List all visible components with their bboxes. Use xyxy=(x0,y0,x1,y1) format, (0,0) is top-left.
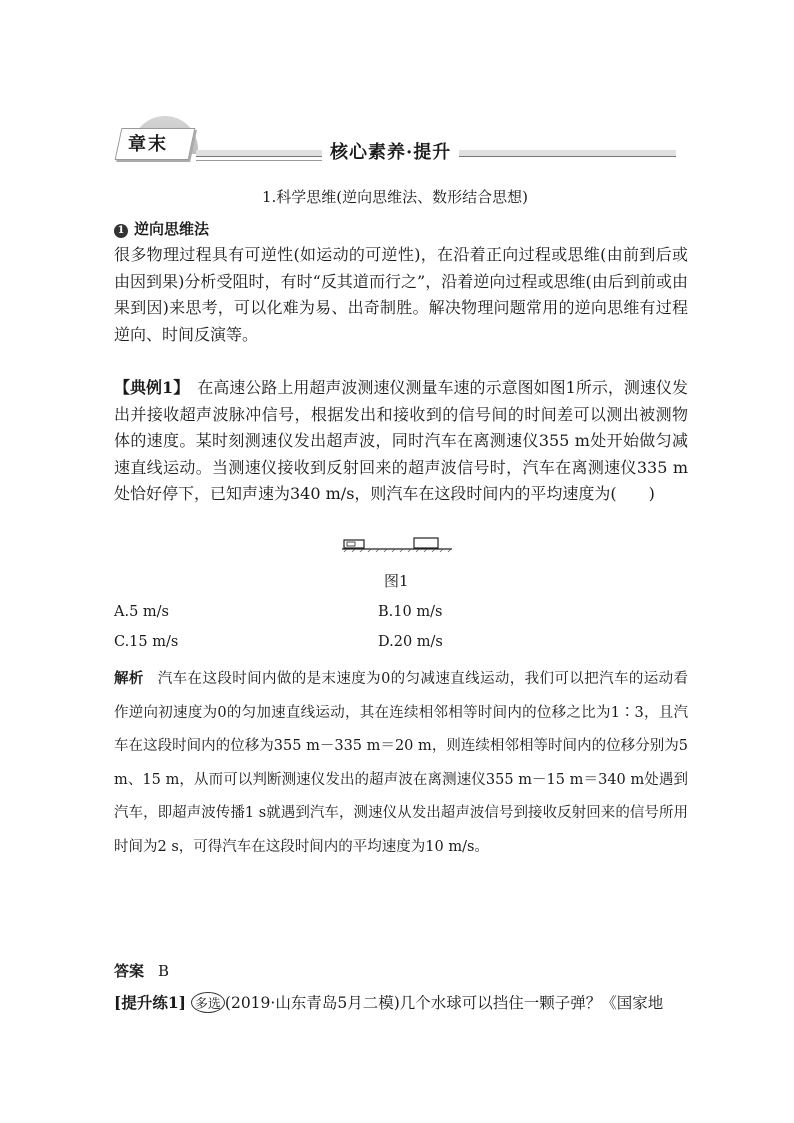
header-title: 核心素养·提升 xyxy=(322,138,459,164)
option-d: D.20 m/s xyxy=(378,634,443,650)
device-lens-icon xyxy=(347,542,355,546)
badge-label: 章末 xyxy=(128,134,168,155)
figure-caption: 图1 xyxy=(384,572,409,590)
intro-paragraph: 很多物理过程具有可逆性(如运动的可逆性)，在沿着正向过程或思维(由前到后或由因到果)分析受阻时，有时“反其道而行之”，沿着逆向过程或思维(由后到前或由果到因)来思考，可以化难为易、出奇制胜。解决物理问题常用的逆向思维有过程逆向、时间反演等。 xyxy=(114,245,688,344)
solution-label: 解析 xyxy=(114,670,144,687)
subsection-heading xyxy=(114,218,209,239)
speed-gun-diagram xyxy=(342,537,454,553)
example-paragraph xyxy=(114,375,688,508)
subsection-title: 逆向思维法 xyxy=(134,220,210,238)
answer-value: B xyxy=(158,962,170,980)
answer-label: 答案 xyxy=(114,962,145,980)
car-icon xyxy=(414,538,438,548)
option-c: C.15 m/s xyxy=(114,634,179,650)
example-label: 【典例1】 xyxy=(114,378,190,397)
section-title: 1.科学思维(逆向思维法、数形结合思想) xyxy=(262,188,529,206)
option-b: B.10 m/s xyxy=(378,604,443,620)
solution-text: 汽车在这段时间内做的是末速度为0的匀减速直线运动，我们可以把汽车的运动看作逆向初速度为0的匀加速直线运动，其在连续相邻相等时间内的位移之比为1∶3，且汽车在这段时间内的位移为355 m－335 m＝20 m，则连续相邻相等时间内的位移分别为5 m、15 m，从而可以判断测速仪发出的超声波在离测速仪355 m－15 m＝340 m处遇到汽车，即超声波传播1 s就遇到汽车，测速仪从发出超声波信号到接收反射回来的信号所用时间为2 s，可得汽车在这段时间内的平均速度为10 m/s。 xyxy=(114,671,688,855)
practice-tag: 多选 xyxy=(191,992,225,1013)
solution-paragraph xyxy=(114,662,688,864)
chapter-header xyxy=(112,112,682,172)
practice-label: [提升练1] xyxy=(114,993,186,1012)
practice-line xyxy=(114,991,694,1013)
number-circle-icon: 1 xyxy=(114,224,128,238)
option-a: A.5 m/s xyxy=(114,604,169,620)
practice-text: (2019·山东青岛5月二模)几个水球可以挡住一颗子弹？《国家地 xyxy=(224,994,664,1012)
answer-line xyxy=(114,960,169,981)
example-text: 在高速公路上用超声波测速仪测量车速的示意图如图1所示，测速仪发出并接收超声波脉冲信号，根据发出和接收到的信号间的时间差可以测出被测物体的速度。某时刻测速仪发出超声波，同时汽车在离测速仪355 m处开始做匀减速直线运动。当测速仪接收到反射回来的超声波信号时，汽车在离测速仪335 m处恰好停下，已知声速为340 m/s，则汽车在这段时间内的平均速度为( ) xyxy=(114,378,688,503)
